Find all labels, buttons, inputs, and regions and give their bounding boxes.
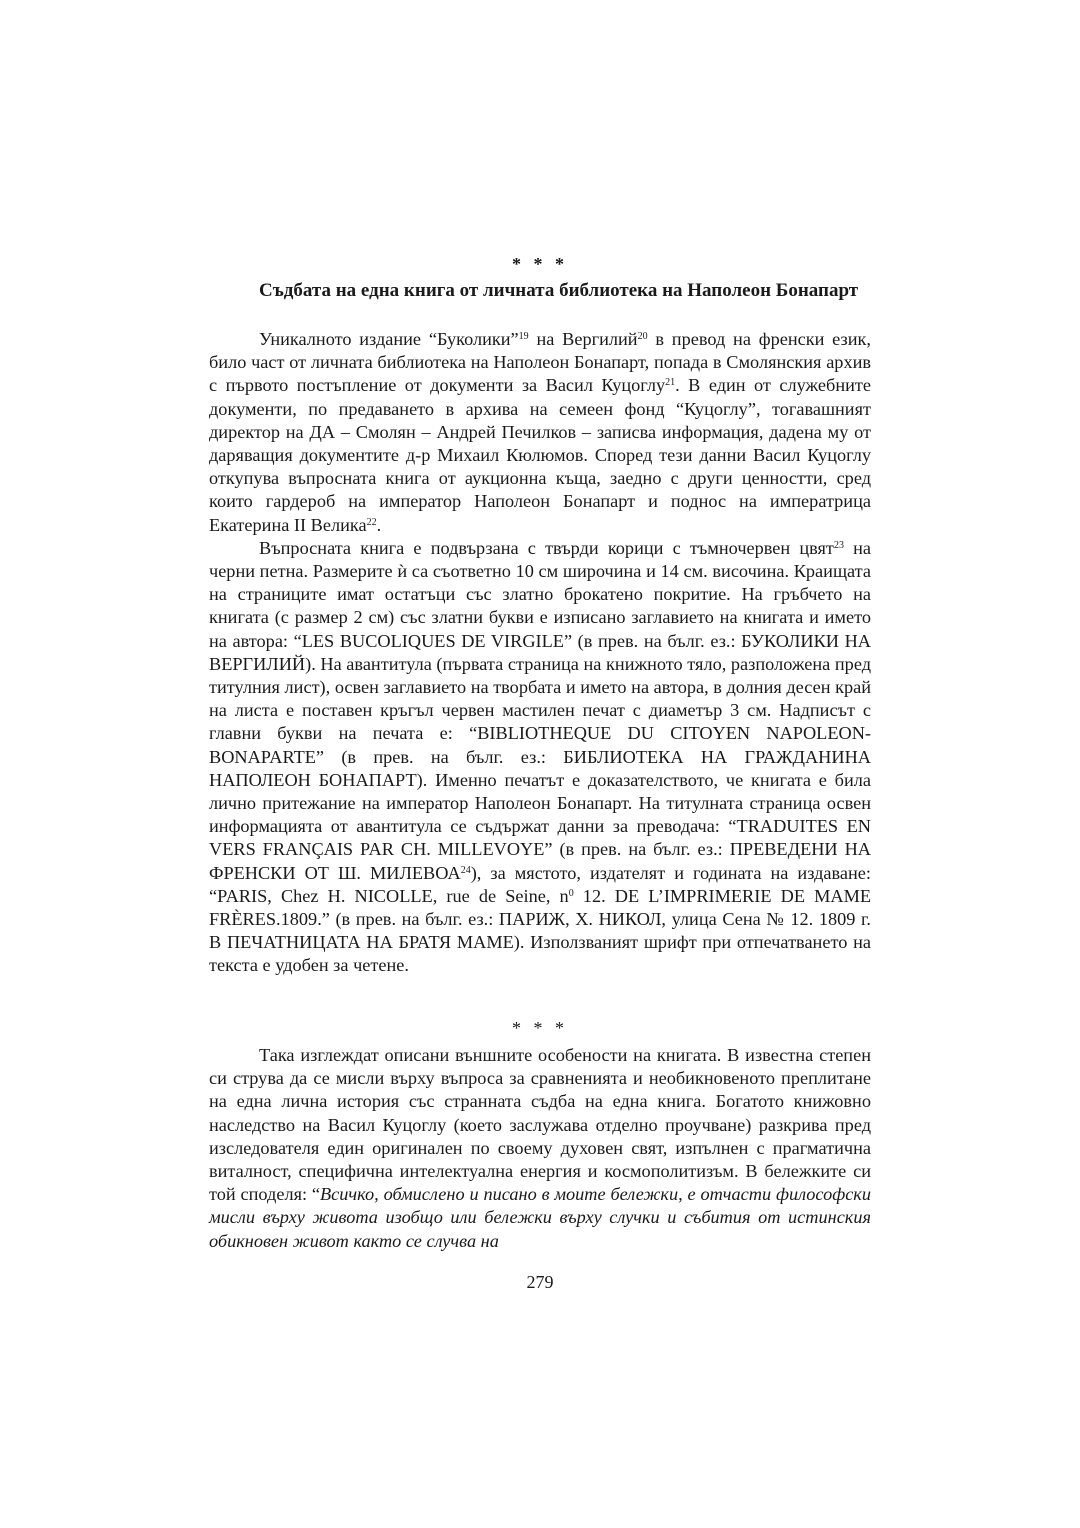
section-separator-2: * * * (512, 1018, 568, 1038)
paragraph-1: Уникалното издание “Буколики”$^{19}$ на Вергилий$^{20}$ в превод на френски език, било част от личната библиотека на Наполеон Бонапарт, попада в Смолянския архив с първото постъпление от документи за Васил Куцоглу$^{21}$. В един от служебните документи, по предаването в архива на семеен фонд “Куцоглу”, тогавашният директор на ДА – Смолян – Андрей Печилков – записва информация, дадена му от даряващия документите д-р Михаил Кюлюмов. Според тези данни Васил Куцоглу откупува въпросната книга от аукционна къща, заедно с други ценностти, сред които гардероб на император Наполеон Бонапарт и поднос на императрица Екатерина II Велика$^{22}$. (209, 329, 871, 535)
italic-quote: Всичко, обмислено и писано в моите бележки, е отчасти философски мисли върху живота изобщо или бележки върху случки и събития от истинския обикновен живот както се случва на (209, 1184, 872, 1251)
footnote-ref: 24 (460, 864, 471, 876)
paragraph-3: Така изглеждат описани външните особености на книгата. В известна степен си струва да се мисли върху въпроса за сравненията и необикновеното преплитане на една лична история със странната съдба на една книга. Богатото книжовно наследство на Васил Куцоглу (което заслужава отделно проучване) разкрива пред изследователя един оригинален по своему духовен свят, изпълнен с прагматична виталност, специфична интелектуална енергия и космополитизъм. В бележките си той споделя: “Всичко, обмислено и писано в моите бележки, е отчасти философски мисли върху живота изобщо или бележки върху случки и събития от истинския обикновен живот както се случва на (209, 1045, 872, 1251)
text-block (209, 328, 871, 978)
section-title: Съдбата на една книга от личната библиотека на Наполеон Бонапарт (259, 280, 859, 301)
section-separator: * * * (512, 254, 568, 274)
superscript-zero: 0 (568, 887, 574, 899)
footnote-ref: 22 (366, 516, 377, 528)
paragraph-2: Въпросната книга е подвързана с твърди корици с тъмночервен цвят$^{23}$ на черни петна. Размерите ѝ са съответно 10 см широчина и 14 см. височина. Краищата на страниците имат остатъци със златно брокатено покритие. На гръбчето на книгата (с размер 2 см) със златни букви е изписано заглавието на книгата и името на автора: “LES BUCOLIQUES DE VIRGILE” (в прев. на бълг. ез.: БУКОЛИКИ НА ВЕРГИЛИЙ). На авантитула (първата страница на книжното тяло, разположена пред титулния лист), освен заглавието на творбата и името на автора, в долния десен край на листа е поставен кръгъл червен мастилен печат с диаметър 3 см. Надписът с главни букви на печата е: “BIBLIOTHEQUE DU CITOYEN NAPOLEON-BONAPARTE” (в прев. на бълг. ез.: БИБЛИОТЕКА НА ГРАЖДАНИНА НАПОЛЕОН БОНАПАРТ). Именно печатът е доказателството, че книгата е била лично притежание на император Наполеон Бонапарт. На титулната страница освен информацията от авантитула се съдържат данни за преводача: “TRADUITES EN VERS FRANÇAIS PAR CH. MILLEVOYE” (в прев. на бълг. ез.: ПРЕВЕДЕНИ НА ФРЕНСКИ ОТ Ш. МИЛЕВОА$^{24}$), за мястото, издателят и годината на издаване: “PARIS, Chez H. NICOLLE, rue de Seine, $n^0$ 12. DE L’IMPRIMERIE DE MAME FRÈRES.1809.” (в прев. на бълг. ез.: ПАРИЖ, Х. НИКОЛ, улица Сена № 12. 1809 г. В ПЕЧАТНИЦАТА НА БРАТЯ МАМЕ). Използваният шрифт при отпечатването на текста е удобен за четене. (209, 537, 872, 976)
footnote-ref: 23 (833, 539, 844, 551)
footnote-ref: 21 (665, 377, 676, 389)
footnote-ref: 19 (518, 331, 529, 342)
footnote-ref: 20 (637, 331, 648, 342)
text-block-2 (209, 1044, 871, 1253)
page-number: 279 (526, 1272, 554, 1292)
